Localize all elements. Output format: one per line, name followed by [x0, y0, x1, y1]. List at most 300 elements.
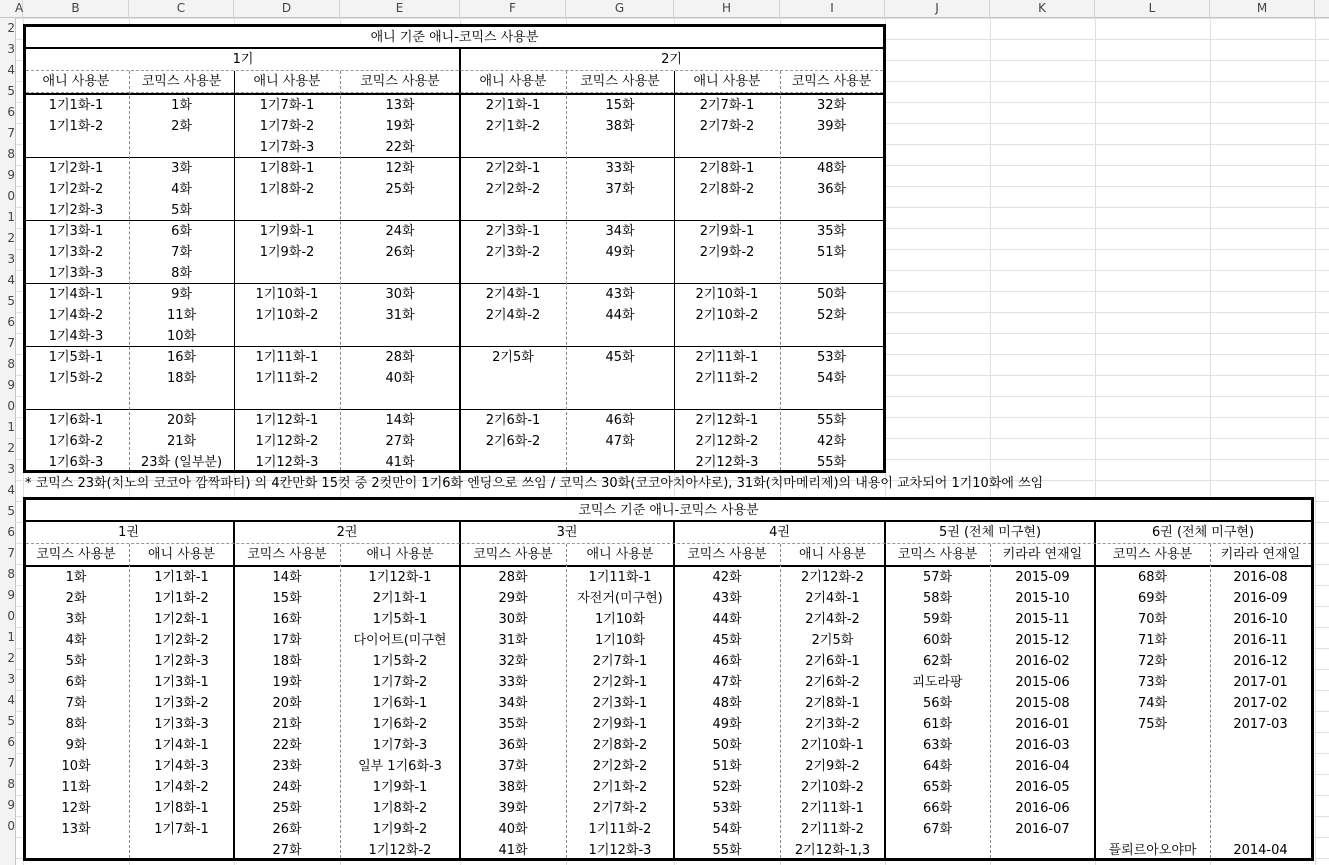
table-cell[interactable] [566, 452, 674, 473]
table-cell[interactable] [129, 137, 234, 158]
table-cell[interactable]: 2기10화-1 [801, 738, 864, 753]
table-cell[interactable]: 13화 [61, 822, 91, 837]
column-header-b[interactable]: B [23, 0, 129, 17]
table-cell[interactable]: 2기8화-2 [592, 738, 648, 753]
table-cell[interactable]: 1기11화-2 [588, 822, 652, 837]
row-number[interactable]: 7 [7, 336, 15, 350]
table-cell[interactable]: 38화 [605, 119, 635, 134]
volume-header[interactable]: 4권 [769, 525, 790, 540]
table-cell[interactable] [460, 368, 566, 389]
table-cell[interactable]: 1기10화-2 [255, 308, 319, 323]
table-cell[interactable]: 34화 [605, 224, 635, 239]
table-cell[interactable]: 51화 [712, 759, 742, 774]
table-cell[interactable]: 29화 [498, 591, 528, 606]
table-cell[interactable] [460, 137, 566, 158]
row-number[interactable]: 2 [7, 441, 15, 455]
comic-table-title[interactable]: 코믹스 기준 애니-코믹스 사용분 [578, 503, 759, 518]
col-header-kirara[interactable]: 키라라 연재일 [1002, 547, 1083, 562]
table-cell[interactable]: 40화 [385, 371, 415, 386]
table-cell[interactable]: 2기10화-2 [695, 308, 759, 323]
row-number[interactable]: 6 [7, 525, 15, 539]
table-cell[interactable]: 1기12화-1 [255, 413, 319, 428]
table-cell[interactable]: 2016-11 [1233, 633, 1288, 648]
table-cell[interactable]: 12화 [385, 161, 415, 176]
table-cell[interactable]: 1기6화-2 [372, 717, 428, 732]
table-cell[interactable]: 25화 [272, 801, 302, 816]
col-header-anime[interactable]: 애니 사용분 [42, 74, 110, 89]
table-cell[interactable]: 44화 [712, 612, 742, 627]
table-cell[interactable]: 2화 [171, 119, 192, 134]
table-cell[interactable]: 2기3화-2 [805, 717, 860, 732]
col-header-anime[interactable]: 애니 사용분 [366, 547, 434, 562]
row-number[interactable]: 0 [7, 189, 15, 203]
table-cell[interactable]: 2015-08 [1015, 696, 1070, 711]
table-cell[interactable]: 1기7화-2 [259, 119, 315, 134]
table-cell[interactable]: 31화 [385, 308, 415, 323]
table-cell[interactable]: 37화 [605, 182, 635, 197]
row-number[interactable]: 0 [7, 399, 15, 413]
table-cell[interactable] [1210, 756, 1311, 777]
row-number[interactable]: 9 [7, 378, 15, 392]
table-cell[interactable] [23, 137, 129, 158]
table-cell[interactable]: 74화 [1137, 696, 1168, 711]
table-cell[interactable]: 1기11화-1 [255, 350, 319, 365]
table-cell[interactable]: 2016-09 [1233, 591, 1288, 606]
table-cell[interactable]: 39화 [498, 801, 528, 816]
table-cell[interactable] [780, 263, 883, 284]
table-cell[interactable]: 15화 [605, 98, 635, 113]
table-cell[interactable]: 다이어트(미구현 [353, 633, 447, 648]
table-cell[interactable]: 1화 [171, 98, 192, 113]
table-cell[interactable]: 1기2화-1 [154, 612, 209, 627]
table-cell[interactable]: 2기2화-1 [485, 161, 541, 176]
table-cell[interactable]: 1기10화 [595, 633, 645, 648]
table-cell[interactable] [340, 200, 460, 221]
table-cell[interactable]: 1기6화-1 [48, 413, 104, 428]
row-number[interactable]: 6 [7, 105, 15, 119]
table-cell[interactable]: 47화 [712, 675, 742, 690]
row-number[interactable]: 4 [7, 63, 15, 77]
table-cell[interactable]: 68화 [1137, 570, 1168, 585]
table-cell[interactable] [1095, 777, 1210, 798]
table-cell[interactable]: 1기1화-2 [154, 591, 209, 606]
table-cell[interactable]: 5화 [65, 654, 87, 669]
table-cell[interactable]: 1기3화-1 [48, 224, 104, 239]
table-cell[interactable]: 56화 [922, 696, 953, 711]
table-cell[interactable] [460, 389, 566, 410]
table-cell[interactable]: 32화 [498, 654, 528, 669]
table-cell[interactable]: 51화 [816, 245, 847, 260]
table-cell[interactable]: 2기11화-1 [695, 350, 759, 365]
table-cell[interactable]: 2화 [65, 591, 87, 606]
volume-header[interactable]: 5권 (전체 미구현) [938, 525, 1042, 540]
row-number[interactable]: 3 [7, 252, 15, 266]
table-cell[interactable] [566, 389, 674, 410]
row-number[interactable]: 2 [7, 21, 15, 35]
table-cell[interactable]: 1기8화-2 [372, 801, 428, 816]
table-cell[interactable]: 1기11화-1 [588, 570, 652, 585]
table-cell[interactable]: 2기4화-1 [805, 591, 860, 606]
table-cell[interactable] [340, 326, 460, 347]
table-cell[interactable]: 35화 [816, 224, 847, 239]
season-1-header[interactable]: 1기 [232, 52, 254, 67]
table-cell[interactable]: 47화 [605, 434, 635, 449]
table-cell[interactable] [780, 389, 883, 410]
table-cell[interactable]: 52화 [816, 308, 847, 323]
table-cell[interactable]: 2015-06 [1015, 675, 1070, 690]
table-cell[interactable]: 2기3화-2 [485, 245, 541, 260]
column-header-h[interactable]: H [674, 0, 780, 17]
table-cell[interactable]: 24화 [272, 780, 302, 795]
table-cell[interactable]: 11화 [61, 780, 91, 795]
table-cell[interactable]: 8화 [65, 717, 87, 732]
table-cell[interactable]: 1기12화-1 [368, 570, 432, 585]
table-cell[interactable] [460, 326, 566, 347]
col-header-comic[interactable]: 코믹스 사용분 [473, 547, 553, 562]
table-cell[interactable] [1095, 756, 1210, 777]
table-cell[interactable]: 1기2화-2 [48, 182, 104, 197]
table-cell[interactable]: 1기2화-3 [48, 203, 104, 218]
table-cell[interactable]: 17화 [272, 633, 302, 648]
table-cell[interactable]: 73화 [1137, 675, 1168, 690]
table-cell[interactable] [460, 452, 566, 473]
table-cell[interactable]: 2기12화-1 [695, 413, 759, 428]
table-cell[interactable]: 2기9화-2 [699, 245, 755, 260]
table-cell[interactable]: 65화 [922, 780, 953, 795]
row-number[interactable]: 3 [7, 462, 15, 476]
table-cell[interactable]: 1기5화-2 [48, 371, 104, 386]
table-cell[interactable]: 43화 [605, 287, 635, 302]
table-cell[interactable] [340, 389, 460, 410]
table-cell[interactable]: 31화 [498, 633, 528, 648]
table-cell[interactable]: 9화 [65, 738, 87, 753]
table-cell[interactable] [1210, 798, 1311, 819]
table-cell[interactable] [780, 326, 883, 347]
table-cell[interactable]: 1기4화-1 [154, 738, 209, 753]
row-number[interactable]: 4 [7, 273, 15, 287]
table-cell[interactable]: 1기7화-3 [259, 140, 315, 155]
table-cell[interactable]: 2기12화-3 [695, 455, 759, 470]
table-cell[interactable]: 27화 [385, 434, 415, 449]
row-number[interactable]: 2 [7, 231, 15, 245]
table-cell[interactable]: 49화 [605, 245, 635, 260]
column-header-e[interactable]: E [340, 0, 460, 17]
table-cell[interactable]: 16화 [272, 612, 302, 627]
table-cell[interactable]: 2017-02 [1233, 696, 1288, 711]
table-cell[interactable]: 1기4화-1 [48, 287, 104, 302]
col-header-kirara[interactable]: 키라라 연재일 [1220, 547, 1301, 562]
col-header-anime[interactable]: 애니 사용분 [586, 547, 654, 562]
table-cell[interactable]: 20화 [272, 696, 302, 711]
table-cell[interactable]: 1기10화 [595, 612, 645, 627]
table-cell[interactable]: 1기4화-2 [48, 308, 104, 323]
table-cell[interactable]: 49화 [712, 717, 742, 732]
row-number[interactable]: 0 [7, 819, 15, 833]
season-2-header[interactable]: 2기 [661, 52, 682, 67]
table-cell[interactable] [990, 840, 1095, 861]
table-cell[interactable]: 26화 [385, 245, 415, 260]
table-cell[interactable]: 69화 [1137, 591, 1168, 606]
table-cell[interactable]: 30화 [498, 612, 528, 627]
table-cell[interactable]: 33화 [498, 675, 528, 690]
table-cell[interactable]: 2016-07 [1015, 822, 1070, 837]
table-cell[interactable]: 2기11화-2 [695, 371, 759, 386]
table-cell[interactable]: 2기6화-1 [485, 413, 541, 428]
volume-header[interactable]: 6권 (전체 미구현) [1151, 525, 1255, 540]
table-cell[interactable] [674, 389, 780, 410]
row-number[interactable]: 2 [7, 651, 15, 665]
table-cell[interactable]: 48화 [712, 696, 742, 711]
table-cell[interactable]: 36화 [498, 738, 528, 753]
column-header-f[interactable]: F [460, 0, 566, 17]
table-cell[interactable]: 19화 [272, 675, 302, 690]
table-cell[interactable]: 27화 [272, 843, 302, 858]
table-cell[interactable]: 21화 [272, 717, 302, 732]
table-cell[interactable]: 2기2화-2 [592, 759, 648, 774]
col-header-comic[interactable]: 코믹스 사용분 [141, 74, 222, 89]
table-cell[interactable]: 1기3화-3 [154, 717, 209, 732]
col-header-anime[interactable]: 애니 사용분 [693, 74, 761, 89]
table-cell[interactable]: 1기7화-1 [259, 98, 315, 113]
table-cell[interactable]: 2기4화-2 [805, 612, 860, 627]
table-cell[interactable]: 23화 [272, 759, 302, 774]
table-cell[interactable]: 2기9화-1 [592, 717, 648, 732]
table-cell[interactable]: 60화 [922, 633, 953, 648]
table-cell[interactable]: 1기8화-2 [259, 182, 315, 197]
table-cell[interactable]: 26화 [272, 822, 302, 837]
table-cell[interactable]: 71화 [1137, 633, 1168, 648]
table-cell[interactable]: 2015-11 [1015, 612, 1070, 627]
table-cell[interactable]: 1기12화-2 [368, 843, 432, 858]
col-header-comic[interactable]: 코믹스 사용분 [687, 547, 767, 562]
column-header-l[interactable]: L [1095, 0, 1210, 17]
table-cell[interactable]: 자전거(미구현) [577, 591, 663, 606]
table-cell[interactable] [885, 840, 990, 861]
table-cell[interactable] [1095, 735, 1210, 756]
table-cell[interactable]: 59화 [922, 612, 953, 627]
column-header-m[interactable]: M [1210, 0, 1315, 17]
column-header-i[interactable]: I [780, 0, 885, 17]
row-number[interactable]: 3 [7, 42, 15, 56]
row-number[interactable]: 4 [7, 483, 15, 497]
table-cell[interactable]: 40화 [498, 822, 528, 837]
table-cell[interactable]: 1기9화-1 [259, 224, 315, 239]
row-number[interactable]: 7 [7, 756, 15, 770]
table-cell[interactable]: 2기5화 [811, 633, 854, 648]
table-cell[interactable]: 2기6화-2 [485, 434, 541, 449]
table-cell[interactable]: 13화 [385, 98, 415, 113]
table-cell[interactable]: 2기6화-1 [805, 654, 860, 669]
column-header-d[interactable]: D [234, 0, 340, 17]
table-cell[interactable] [129, 389, 234, 410]
row-number[interactable]: 8 [7, 147, 15, 161]
table-cell[interactable]: 28화 [498, 570, 528, 585]
row-number[interactable]: 1 [7, 210, 15, 224]
table-cell[interactable] [1210, 777, 1311, 798]
table-cell[interactable]: 72화 [1137, 654, 1168, 669]
table-cell[interactable]: 52화 [712, 780, 742, 795]
table-cell[interactable]: 2016-03 [1015, 738, 1070, 753]
table-cell[interactable] [566, 326, 674, 347]
row-number[interactable]: 5 [7, 84, 15, 98]
row-number[interactable]: 1 [7, 630, 15, 644]
table-cell[interactable]: 1기1화-1 [154, 570, 209, 585]
table-cell[interactable]: 1기3화-1 [154, 675, 209, 690]
table-cell[interactable]: 2015-12 [1015, 633, 1070, 648]
col-header-anime[interactable]: 애니 사용분 [479, 74, 547, 89]
table-cell[interactable]: 2기4화-1 [485, 287, 541, 302]
table-cell[interactable]: 15화 [272, 591, 302, 606]
table-cell[interactable] [1210, 735, 1311, 756]
table-cell[interactable]: 38화 [498, 780, 528, 795]
table-cell[interactable] [460, 263, 566, 284]
table-cell[interactable]: 1기4화-2 [154, 780, 209, 795]
table-cell[interactable]: 1기9화-2 [259, 245, 315, 260]
column-header-a[interactable]: A [15, 1, 24, 15]
table-cell[interactable]: 2기8화-1 [805, 696, 860, 711]
table-cell[interactable]: 30화 [385, 287, 415, 302]
table-cell[interactable]: 2기12화-1,3 [794, 843, 871, 858]
table-cell[interactable] [566, 368, 674, 389]
col-header-comic[interactable]: 코믹스 사용분 [360, 74, 440, 89]
table-cell[interactable] [780, 200, 883, 221]
table-cell[interactable] [234, 326, 340, 347]
col-header-anime[interactable]: 애니 사용분 [799, 547, 866, 562]
row-number[interactable]: 9 [7, 798, 15, 812]
table-cell[interactable]: 2기6화-2 [805, 675, 860, 690]
table-cell[interactable]: 2기3화-1 [592, 696, 648, 711]
col-header-anime[interactable]: 애니 사용분 [148, 547, 215, 562]
table-cell[interactable]: 16화 [166, 350, 197, 365]
row-number[interactable]: 3 [7, 672, 15, 686]
table-cell[interactable]: 25화 [385, 182, 415, 197]
table-cell[interactable]: 1기9화-1 [372, 780, 428, 795]
table-cell[interactable]: 1기11화-2 [255, 371, 319, 386]
table-cell[interactable]: 2기4화-2 [485, 308, 541, 323]
table-cell[interactable]: 1기9화-2 [372, 822, 428, 837]
table-cell[interactable]: 2기1화-2 [485, 119, 541, 134]
row-number[interactable]: 9 [7, 168, 15, 182]
table-cell[interactable]: 41화 [498, 843, 528, 858]
row-number[interactable]: 8 [7, 357, 15, 371]
table-cell[interactable]: 22화 [385, 140, 415, 155]
table-cell[interactable]: 46화 [712, 654, 742, 669]
table-cell[interactable]: 45화 [605, 350, 635, 365]
table-cell[interactable]: 2기7화-1 [592, 654, 648, 669]
table-cell[interactable] [674, 200, 780, 221]
table-cell[interactable]: 2015-10 [1015, 591, 1070, 606]
table-cell[interactable]: 55화 [816, 455, 847, 470]
footnote[interactable]: * 코믹스 23화(치노의 코코아 깜짝파티) 의 4칸만화 15컷 중 2컷만이 1기6화 엔딩으로 쓰임 / 코믹스 30화(코코아치아샤로), 31화(치마메리제)의 내용이 교차되어 1기10화에 쓰임 [25, 476, 1044, 491]
table-cell[interactable]: 2017-01 [1233, 675, 1288, 690]
table-cell[interactable]: 34화 [498, 696, 528, 711]
table-cell[interactable]: 21화 [166, 434, 197, 449]
table-cell[interactable]: 75화 [1137, 717, 1168, 732]
row-number[interactable]: 7 [7, 126, 15, 140]
table-cell[interactable]: 48화 [816, 161, 847, 176]
table-cell[interactable]: 57화 [922, 570, 953, 585]
table-cell[interactable]: 18화 [272, 654, 302, 669]
table-cell[interactable]: 42화 [712, 570, 742, 585]
table-cell[interactable]: 9화 [171, 287, 192, 302]
table-cell[interactable]: 33화 [605, 161, 635, 176]
table-cell[interactable] [234, 263, 340, 284]
table-cell[interactable]: 67화 [922, 822, 953, 837]
table-cell[interactable]: 2016-12 [1233, 654, 1288, 669]
table-cell[interactable]: 1기5화-1 [372, 612, 428, 627]
table-cell[interactable]: 2기8화-2 [699, 182, 755, 197]
table-cell[interactable]: 1기4화-3 [154, 759, 209, 774]
table-cell[interactable]: 2015-09 [1015, 570, 1070, 585]
table-cell[interactable]: 2기7화-2 [592, 801, 648, 816]
table-cell[interactable]: 1기8화-1 [154, 801, 209, 816]
table-cell[interactable]: 24화 [385, 224, 415, 239]
table-cell[interactable] [566, 200, 674, 221]
table-cell[interactable] [129, 840, 234, 861]
table-cell[interactable]: 2기2화-2 [485, 182, 541, 197]
table-cell[interactable]: 1기7화-1 [154, 822, 209, 837]
table-cell[interactable] [566, 263, 674, 284]
table-cell[interactable] [23, 389, 129, 410]
table-cell[interactable]: 2기8화-1 [699, 161, 755, 176]
table-cell[interactable]: 63화 [922, 738, 953, 753]
table-cell[interactable]: 1기12화-3 [255, 455, 319, 470]
table-cell[interactable]: 18화 [166, 371, 197, 386]
table-cell[interactable] [1095, 819, 1210, 840]
table-cell[interactable]: 3화 [171, 161, 192, 176]
row-number[interactable]: 1 [7, 420, 15, 434]
table-cell[interactable]: 2기9화-1 [699, 224, 755, 239]
table-cell[interactable]: 1기5화-1 [48, 350, 104, 365]
table-cell[interactable]: 32화 [816, 98, 847, 113]
table-cell[interactable]: 46화 [605, 413, 635, 428]
table-cell[interactable]: 2016-05 [1015, 780, 1070, 795]
row-number[interactable]: 8 [7, 567, 15, 581]
table-cell[interactable]: 7화 [171, 245, 192, 260]
table-cell[interactable]: 1기3화-2 [48, 245, 104, 260]
table-cell[interactable]: 1기1화-2 [48, 119, 104, 134]
table-cell[interactable]: 2기1화-2 [592, 780, 648, 795]
volume-header[interactable]: 1권 [118, 525, 139, 540]
table-cell[interactable]: 14화 [272, 570, 302, 585]
col-header-comic[interactable]: 코믹스 사용분 [580, 74, 660, 89]
table-cell[interactable] [1095, 798, 1210, 819]
table-cell[interactable] [566, 137, 674, 158]
table-cell[interactable]: 45화 [712, 633, 742, 648]
table-cell[interactable]: 2017-03 [1233, 717, 1288, 732]
table-cell[interactable]: 53화 [712, 801, 742, 816]
table-cell[interactable] [674, 137, 780, 158]
table-cell[interactable]: 2기9화-2 [805, 759, 860, 774]
table-cell[interactable]: 2016-01 [1015, 717, 1070, 732]
table-cell[interactable]: 2기1화-1 [485, 98, 541, 113]
table-cell[interactable] [340, 263, 460, 284]
table-cell[interactable]: 22화 [272, 738, 302, 753]
row-number[interactable]: 5 [7, 294, 15, 308]
table-cell[interactable]: 2014-04 [1233, 843, 1288, 858]
table-cell[interactable]: 10화 [166, 329, 197, 344]
table-cell[interactable]: 6화 [171, 224, 192, 239]
table-cell[interactable]: 2기7화-1 [699, 98, 755, 113]
table-cell[interactable]: 1기8화-1 [259, 161, 315, 176]
table-cell[interactable]: 62화 [922, 654, 953, 669]
table-cell[interactable]: 1기12화-2 [255, 434, 319, 449]
table-cell[interactable]: 39화 [816, 119, 847, 134]
table-cell[interactable]: 37화 [498, 759, 528, 774]
table-cell[interactable]: 2기12화-2 [695, 434, 759, 449]
table-cell[interactable]: 2기11화-2 [801, 822, 864, 837]
table-cell[interactable]: 1화 [65, 570, 87, 585]
